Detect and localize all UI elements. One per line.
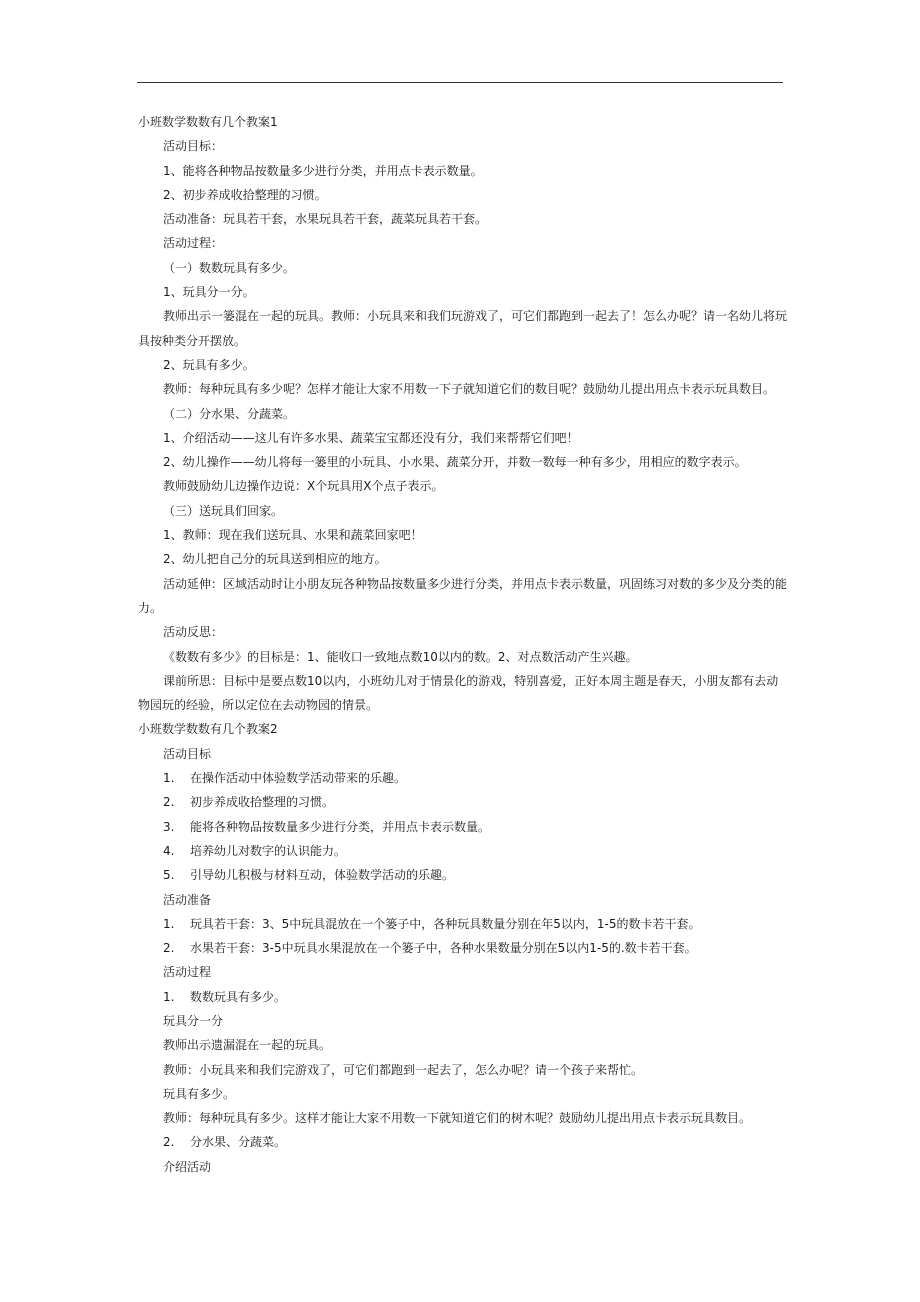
- paragraph: 2、幼儿操作——幼儿将每一篓里的小玩具、小水果、蔬菜分开，并数一数每一种有多少，用相应的数字表示。: [163, 455, 747, 470]
- item-number: 2.: [163, 795, 175, 810]
- paragraph: 1、介绍活动——这儿有许多水果、蔬菜宝宝都还没有分，我们来帮帮它们吧！: [163, 430, 579, 445]
- numbered-item: [138, 1130, 788, 1154]
- item-number: 2.: [163, 1135, 175, 1150]
- paragraph: 玩具分一分: [163, 1013, 224, 1028]
- paragraph: 2、幼儿把自己分的玩具送到相应的地方。: [163, 552, 387, 567]
- paragraph: （一）数数玩具有多少。: [163, 260, 296, 275]
- paragraph: 教师：小玩具来和我们完游戏了，可它们都跑到一起去了，怎么办呢？请一个孩子来帮忙。: [163, 1062, 644, 1077]
- numbered-item: [138, 985, 788, 1009]
- paragraph: 教师：每种玩具有多少呢？怎样才能让大家不用数一下子就知道它们的数目呢？鼓励幼儿提出用点卡表示玩具数目。: [163, 382, 776, 397]
- paragraph: 教师出示遗漏混在一起的玩具。: [163, 1038, 332, 1053]
- paragraph: 1、教师：现在我们送玩具、水果和蔬菜回家吧！: [163, 528, 423, 543]
- item-number: 2.: [163, 941, 175, 956]
- paragraph: 活动目标: [163, 746, 212, 761]
- paragraph: 活动反思：: [163, 625, 224, 640]
- item-text: 玩具若干套：3、5中玩具混放在一个篓子中，各种玩具数量分别在年5以内，1-5的数卡若干套。: [190, 916, 701, 931]
- paragraph: 活动过程：: [163, 236, 224, 251]
- numbered-item: [138, 839, 788, 863]
- numbered-item: [138, 936, 788, 960]
- item-text: 引导幼儿积极与材料互动，体验数学活动的乐趣。: [190, 868, 455, 883]
- item-number: 1.: [163, 989, 175, 1004]
- item-text: 初步养成收拾整理的习惯。: [190, 795, 335, 810]
- paragraph: 活动准备：玩具若干套，水果玩具若干套，蔬菜玩具若干套。: [163, 212, 488, 227]
- paragraph: 介绍活动: [163, 1159, 212, 1174]
- item-text: 分水果、分蔬菜。: [190, 1135, 287, 1150]
- item-text: 在操作活动中体验数学活动带来的乐趣。: [190, 771, 407, 786]
- header-rule: [137, 82, 783, 83]
- paragraph: 1、能将各种物品按数量多少进行分类，并用点卡表示数量。: [163, 163, 483, 178]
- paragraph: 2、初步养成收拾整理的习惯。: [163, 187, 327, 202]
- paragraph: 教师：每种玩具有多少。这样才能让大家不用数一下就知道它们的树木呢？鼓励幼儿提出用点卡表示玩具数目。: [163, 1111, 752, 1126]
- item-number: 4.: [163, 843, 175, 858]
- numbered-item: [138, 912, 788, 936]
- item-text: 培养幼儿对数字的认识能力。: [190, 843, 347, 858]
- paragraph: （三）送玩具们回家。: [163, 503, 284, 518]
- paragraph: 2、玩具有多少。: [163, 357, 255, 372]
- paragraph: 《数数有多少》的目标是：1、能收口一致地点数10以内的数。2、对点数活动产生兴趣。: [163, 649, 638, 664]
- paragraph: 玩具有多少。: [163, 1086, 236, 1101]
- paragraph: 教师出示一篓混在一起的玩具。教师：小玩具来和我们玩游戏了，可它们都跑到一起去了！怎么办呢？请一名幼儿将玩具按种类分开摆放。: [138, 309, 788, 348]
- lesson-2-title: 小班数学数数有几个教案2: [138, 722, 278, 737]
- numbered-item: [138, 766, 788, 790]
- item-text: 数数玩具有多少。: [190, 989, 287, 1004]
- item-text: 能将各种物品按数量多少进行分类，并用点卡表示数量。: [190, 819, 491, 834]
- paragraph: 教师鼓励幼儿边操作边说：X个玩具用X个点子表示。: [163, 479, 444, 494]
- lesson-1-title: 小班数学数数有几个教案1: [138, 115, 278, 129]
- numbered-item: [138, 815, 788, 839]
- item-number: 1.: [163, 916, 175, 931]
- numbered-item: [138, 863, 788, 887]
- paragraph: 活动延伸：区域活动时让小朋友玩各种物品按数量多少进行分类，并用点卡表示数量，巩固练习对数的多少及分类的能力。: [138, 576, 788, 615]
- paragraph: （二）分水果、分蔬菜。: [163, 406, 296, 421]
- paragraph: 活动过程: [163, 965, 212, 980]
- item-text: 水果若干套：3-5中玩具水果混放在一个篓子中，各种水果数量分别在5以内1-5的.数卡若干套。: [190, 941, 697, 956]
- paragraph: 课前所思：目标中是要点数10以内，小班幼儿对于情景化的游戏，特别喜爱，正好本周主题是春天，小朋友都有去动物园玩的经验，所以定位在去动物园的情景。: [138, 673, 779, 713]
- item-number: 5.: [163, 868, 175, 883]
- paragraph: 活动准备: [163, 892, 212, 907]
- item-number: 1.: [163, 771, 175, 786]
- paragraph: 活动目标：: [163, 139, 224, 154]
- document-body: [138, 110, 788, 1179]
- numbered-item: [138, 790, 788, 814]
- item-number: 3.: [163, 819, 175, 834]
- paragraph: 1、玩具分一分。: [163, 285, 255, 300]
